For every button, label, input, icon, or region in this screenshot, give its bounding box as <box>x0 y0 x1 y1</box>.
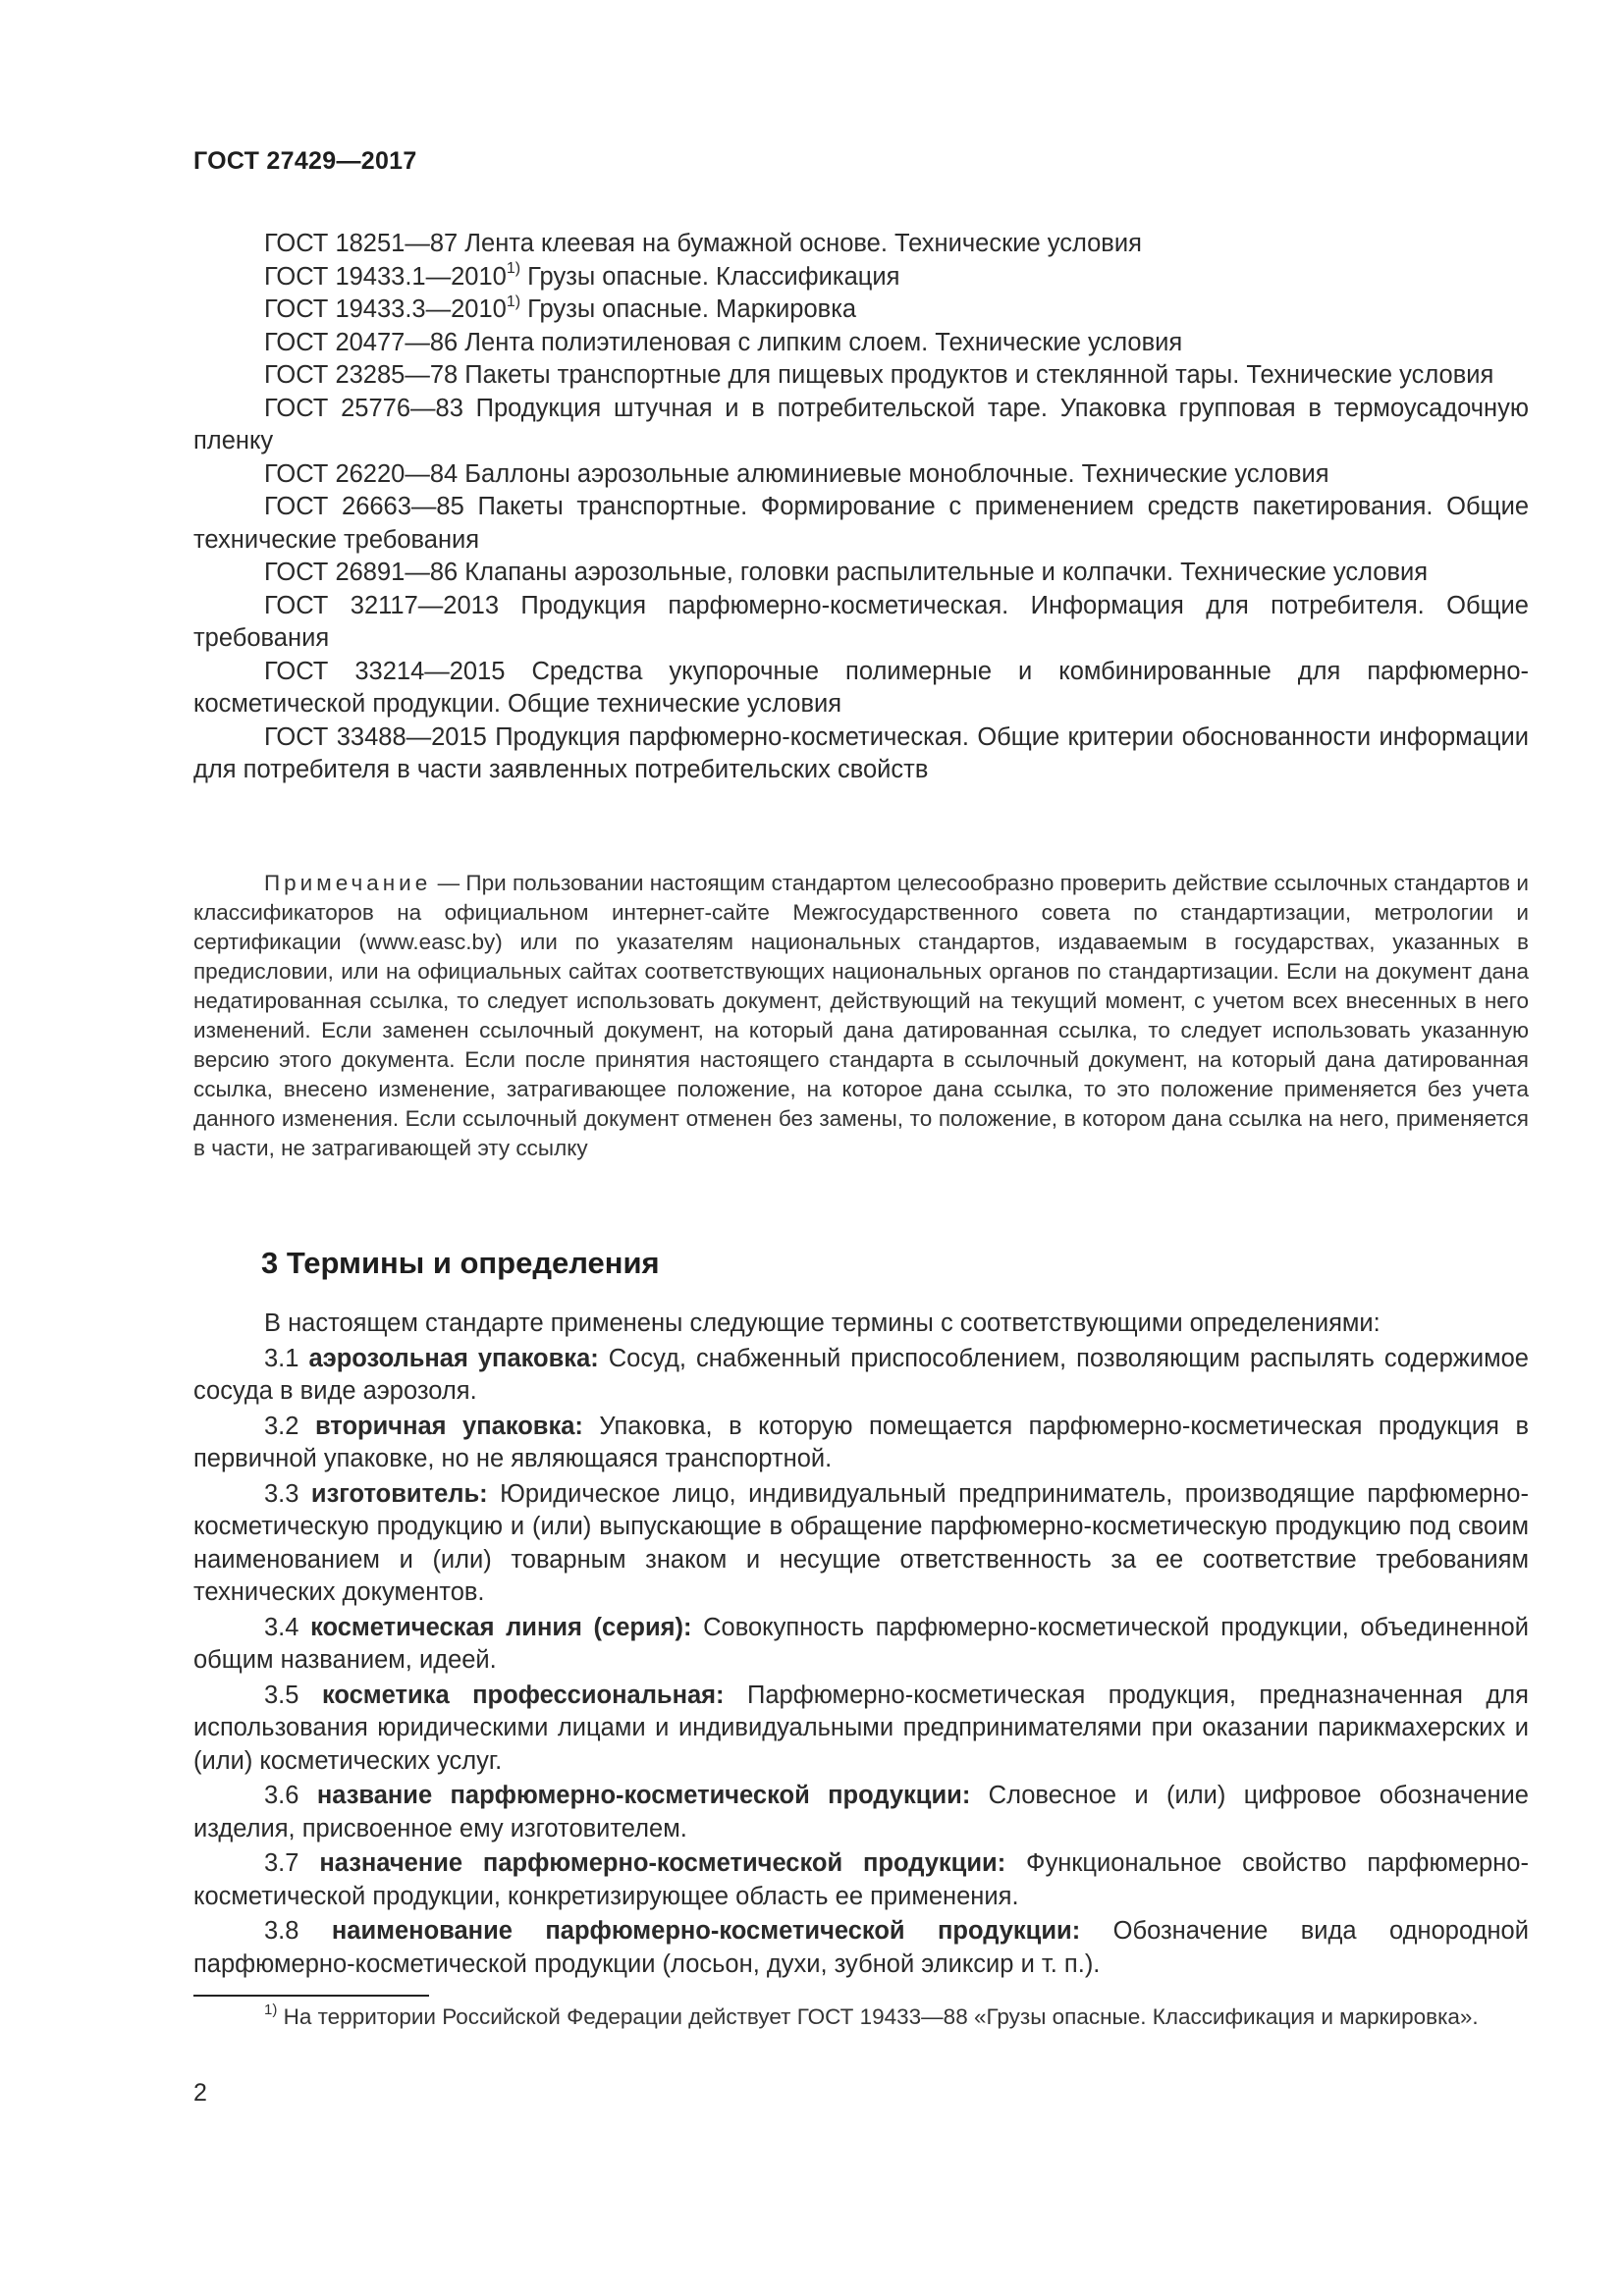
term-entry <box>193 1680 1529 1779</box>
reference-title: Грузы опасные. Маркировка <box>520 295 857 323</box>
term-number: 3.5 <box>264 1681 322 1709</box>
term-number: 3.6 <box>264 1782 317 1809</box>
reference-item: ГОСТ 32117—2013 Продукция парфюмерно-косметическая. Информация для потребителя. Общие требования <box>193 591 1529 652</box>
footnote-divider <box>193 1995 429 1997</box>
term-definition: Функциональное свойство парфюмерно-косметической продукции, конкретизирующее область ее применения. <box>193 1849 1529 1910</box>
term-entry <box>193 1847 1529 1913</box>
term-name: вторичная упаковка: <box>314 1412 583 1440</box>
reference-item: ГОСТ 26220—84 Баллоны аэрозольные алюминиевые моноблочные. Технические условия <box>264 459 1329 488</box>
term-definition: Совокупность парфюмерно-косметической продукции, объединенной общим названием, идеей. <box>193 1613 1529 1674</box>
term-entry <box>193 1612 1529 1678</box>
reference-item <box>193 261 1529 294</box>
reference-item: ГОСТ 26663—85 Пакеты транспортные. Формирование с применением средств пакетирования. Общие технические требования <box>193 493 1529 554</box>
reference-item <box>193 294 1529 327</box>
term-definition: Сосуд, снабженный приспособлением, позволяющим распылять содержимое сосуда в виде аэрозоля. <box>193 1344 1529 1405</box>
footnote-paragraph <box>193 2002 1529 2032</box>
reference-code: ГОСТ 19433.1—2010 <box>264 262 507 291</box>
terms-list <box>193 1308 1529 1983</box>
terms-intro: В настоящем стандарте применены следующие термины с соответствующими определениями: <box>264 1309 1380 1337</box>
section-heading: 3 Термины и определения <box>261 1246 660 1280</box>
term-definition: Парфюмерно-косметическая продукция, предназначенная для использования юридическими лицами и индивидуальными предпринимателями при оказании парикмахерских и (или) косметических услуг. <box>193 1681 1529 1775</box>
reference-item: ГОСТ 33488—2015 Продукция парфюмерно-косметическая. Общие критерии обоснованности информации для потребителя в части заявленных потребительских свойств <box>193 722 1529 783</box>
note-block <box>193 869 1529 1163</box>
term-entry <box>193 1915 1529 1981</box>
footnote-text: На территории Российской Федерации действует ГОСТ 19433—88 «Грузы опасные. Классификация и маркировка». <box>277 2004 1479 2029</box>
term-name: косметика профессиональная: <box>321 1681 725 1709</box>
reference-item: ГОСТ 33214—2015 Средства укупорочные полимерные и комбинированные для парфюмерно-косметической продукции. Общие технические условия <box>193 657 1529 718</box>
term-number: 3.3 <box>264 1479 311 1508</box>
term-name: изготовитель: <box>310 1479 488 1508</box>
footnote-marker: 1) <box>506 260 521 277</box>
term-number: 3.2 <box>264 1412 315 1440</box>
term-number: 3.7 <box>264 1849 320 1877</box>
reference-title: Грузы опасные. Классификация <box>520 262 900 291</box>
reference-item: ГОСТ 23285—78 Пакеты транспортные для пищевых продуктов и стеклянной тары. Технические условия <box>264 361 1494 389</box>
reference-code: ГОСТ 19433.3—2010 <box>264 295 507 323</box>
footnote-marker: 1) <box>264 2001 278 2018</box>
reference-item: ГОСТ 25776—83 Продукция штучная и в потребительской таре. Упаковка групповая в термоусадочную пленку <box>193 394 1529 454</box>
page-number: 2 <box>193 2079 207 2107</box>
note-label: Примечание <box>264 871 432 895</box>
term-number: 3.8 <box>264 1917 332 1945</box>
term-entry <box>193 1780 1529 1845</box>
term-definition: Упаковка, в которую помещается парфюмерно-косметическая продукция в первичной упаковке, но не являющаяся транспортной. <box>193 1412 1529 1472</box>
note-text: — При пользовании настоящим стандартом целесообразно проверить действие ссылочных стандартов и классификаторов на официальном интернет-сайте Межгосударственного совета по стандартизации, метрологии и сертификации (www.easc.by) или по указателям национальных стандартов, издаваемым в государствах, указанных в предисловии, или на официальных сайтах соответствующих национальных органов по стандартизации. Если на документ дана недатированная ссылка, то следует использовать документ, действующий на текущий момент, с учетом всех внесенных в него изменений. Если заменен ссылочный документ, на который дана датированная ссылка, то следует использовать указанную версию этого документа. Если после принятия настоящего стандарта в ссылочный документ, на который дана датированная ссылка, внесено изменение, затрагивающее положение, на которое дана ссылка, то это положение применяется без учета данного изменения. Если ссылочный документ отменен без замены, то положение, в котором дана ссылка на него, применяется в части, не затрагивающей эту ссылку <box>193 871 1529 1160</box>
term-entry <box>193 1343 1529 1409</box>
term-entry <box>193 1411 1529 1476</box>
document-code-header: ГОСТ 27429—2017 <box>193 147 417 175</box>
reference-item: ГОСТ 18251—87 Лента клеевая на бумажной основе. Технические условия <box>264 230 1142 257</box>
note-paragraph <box>193 869 1529 1163</box>
footnote-marker: 1) <box>506 293 521 310</box>
term-number: 3.4 <box>264 1613 311 1641</box>
reference-item: ГОСТ 26891—86 Клапаны аэрозольные, головки распылительные и колпачки. Технические условия <box>264 559 1429 586</box>
term-name: наименование парфюмерно-косметической продукции: <box>331 1917 1081 1945</box>
footnote <box>193 2002 1529 2032</box>
term-name: аэрозольная упаковка: <box>308 1344 599 1372</box>
term-name: назначение парфюмерно-косметической продукции: <box>319 1849 1006 1877</box>
term-name: название парфюмерно-косметической продукции: <box>316 1782 971 1809</box>
normative-references-list <box>193 228 1529 787</box>
term-definition: Обозначение вида однородной парфюмерно-косметической продукции (лосьон, духи, зубной эликсир и т. п.). <box>193 1917 1529 1978</box>
term-name: косметическая линия (серия): <box>310 1613 692 1641</box>
term-number: 3.1 <box>264 1344 309 1372</box>
term-definition: Юридическое лицо, индивидуальный предприниматель, производящие парфюмерно-косметическую продукцию и (или) выпускающие в обращение парфюмерно-косметическую продукцию под своим наименованием и (или) товарным знаком и несущие ответственность за ее соответствие требованиям технических документов. <box>193 1479 1529 1606</box>
reference-item: ГОСТ 20477—86 Лента полиэтиленовая с липким слоем. Технические условия <box>264 328 1183 356</box>
term-entry <box>193 1478 1529 1610</box>
term-definition: Словесное и (или) цифровое обозначение изделия, присвоенное ему изготовителем. <box>193 1782 1529 1842</box>
